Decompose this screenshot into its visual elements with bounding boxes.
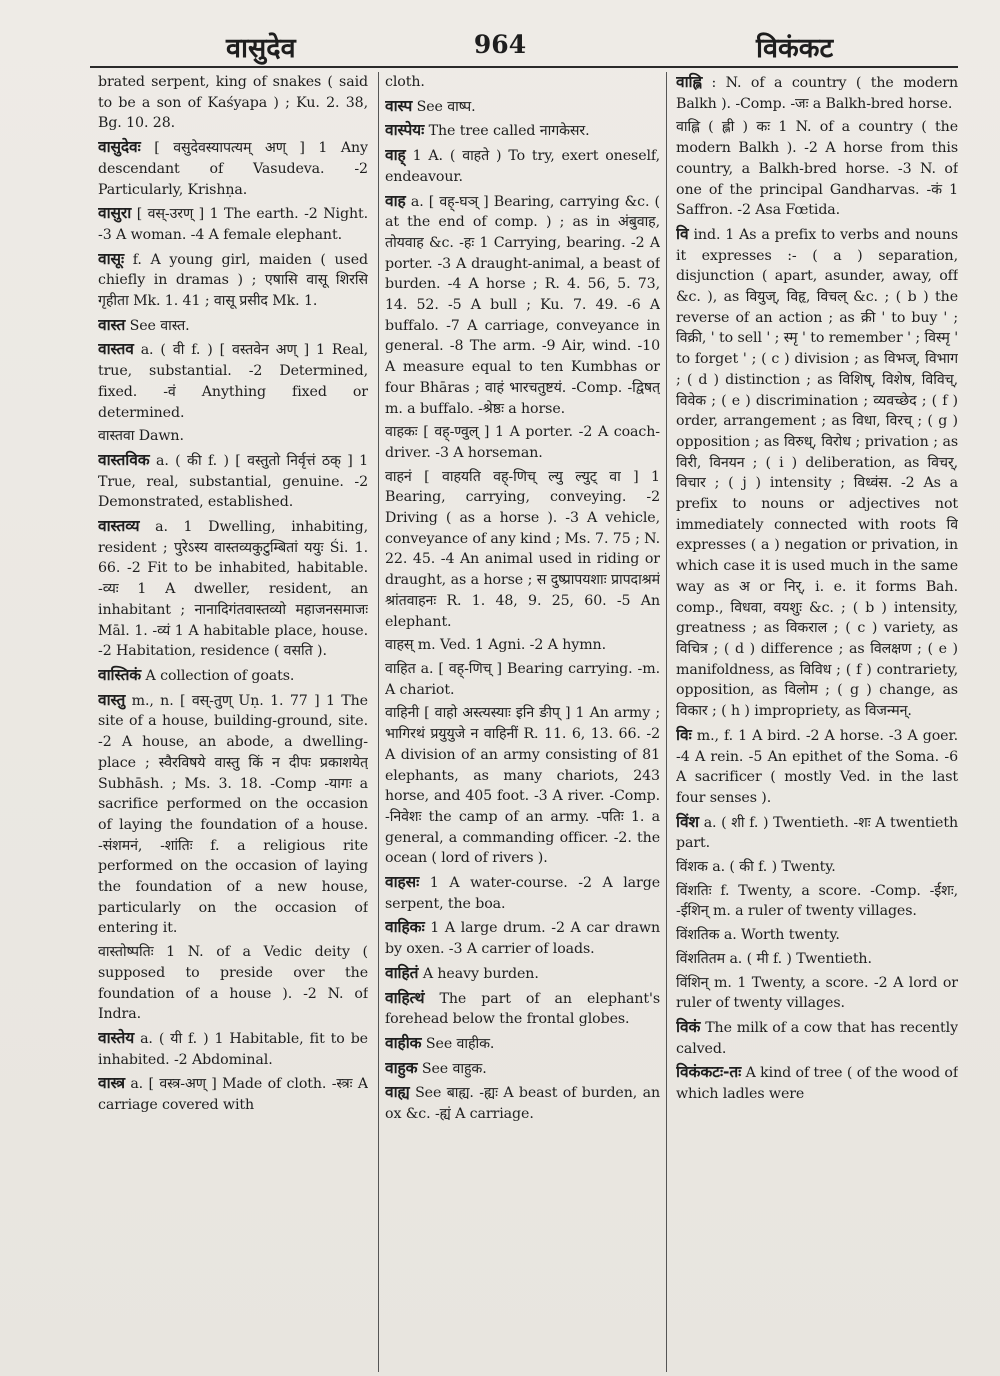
dictionary-entry (98, 665, 368, 687)
entry-definition: See वाहुक. (421, 1060, 487, 1077)
dictionary-entry (385, 96, 660, 118)
entry-headword: वाह्लि (676, 73, 702, 91)
entry-definition: वाहनं [ वाहयति वह्-णिच् ल्यु ल्युट् वा ] 1 Bearing, carrying, conveying. -2 Driving ( as a horse ). -3 A vehicle, conveyance of any kind ; Ms. 7. 75 ; N. 22. 45. -4 An animal used in riding or draught, as a horse ; स दुष्प्रापयशाः प्रापदाश्रमं श्रांतवाहनः R. 1. 48, 9. 25, 60. -5 An elephant. (385, 468, 660, 630)
entry-headword: वासुदेवः (98, 138, 141, 157)
entry-definition: विंशतितम a. ( मी f. ) Twentieth. (676, 950, 872, 967)
entry-definition: a. [ वह्-घञ् ] Bearing, carrying &c. ( at the end of comp. ) ; as in अंबुवाह, तोयवाह &c. -हः 1 Carrying, bearing. -2 A porter. -3 A draught-animal, a beast of burden. -4 A horse ; R. 4. 56, 5. 73, 14. 52. -5 A bull ; Ku. 7. 49. -6 A buffalo. -7 A carriage, conveyance in general. -8 The arm. -9 Air, wind. -10 A measure equal to ten Kumbhas or four Bhāras ; वाहं भारचतुष्टयं. -Comp. -द्विषत् m. a buffalo. -श्रेष्ठः a horse. (385, 193, 660, 417)
entry-definition: a. 1 Dwelling, inhabiting, resident ; पुरेऽस्य वास्तव्यकुटुम्बितां ययुः Śi. 1. 66. -2 Fit to be inhabited, habitable. -व्यः 1 A dweller, resident, an inhabitant ; नानादिगंतवास्तव्यो महाजनसमाजः Māl. 1. -व्यं 1 A habitable place, house. -2 Habitation, residence ( वसति ). (98, 519, 368, 660)
entry-headword: वास्तविक (98, 450, 150, 469)
entry-headword: वाहीक (385, 1033, 422, 1052)
entry-definition: a. ( की f. ) [ वस्तुतो निर्वृत्तं ठक् ] 1 True, real, substantial, genuine. -2 Demonstrated, established. (98, 452, 368, 511)
dictionary-entry (385, 422, 660, 463)
entry-headword: वास्त (98, 315, 126, 334)
entry-definition: See वाष्प. (416, 98, 476, 115)
entry-headword: वास्पेयः (385, 121, 425, 140)
dictionary-entry (676, 857, 958, 878)
entry-headword: विः (676, 725, 692, 744)
dictionary-entry (676, 973, 958, 1014)
dictionary-entry (98, 1073, 368, 1115)
dictionary-entry (676, 1062, 958, 1104)
dictionary-entry (385, 191, 660, 420)
entry-definition: : N. of a country ( the modern Balkh ). -Comp. -जः a Balkh-bred horse. (676, 75, 958, 112)
dictionary-entry (98, 315, 368, 337)
dictionary-entry (385, 145, 660, 187)
dictionary-entry (676, 925, 958, 946)
dictionary-entry (98, 516, 368, 662)
entry-definition: m., n. [ वस्-तुण् Uṇ. 1. 77 ] 1 The site of a house, building-ground, site. -2 A house, an abode, a dwelling-place ; स्वैरविषये वास्तु किं न दीपः प्रकाशयेत् Subhāsh. ; Ms. 3. 18. -Comp -यागः a sacrifice performed on the occasion of laying the foundation of a house. -संशमनं, -शांतिः f. a religious rite performed on the occasion of laying the foundation of a new house, particularly on the occasion of entering it. (98, 692, 368, 937)
dictionary-entry (385, 988, 660, 1030)
entry-definition: 1 A. ( वाहते ) To try, exert oneself, endeavour. (385, 148, 660, 185)
entry-definition: 1 A water-course. -2 A large serpent, the boa. (385, 875, 660, 912)
entry-headword: वास्तु (98, 690, 126, 709)
entry-definition: विंशक a. ( की f. ) Twenty. (676, 859, 836, 876)
entry-definition: The part of an elephant's forehead below the frontal globes. (385, 990, 660, 1028)
dictionary-entry (676, 1017, 958, 1059)
entry-headword: वि (676, 224, 689, 243)
entry-definition: a. ( शी f. ) Twentieth. -शः A twentieth part. (676, 814, 958, 852)
dictionary-entry (676, 224, 958, 722)
running-header (0, 28, 1000, 68)
dictionary-entry (385, 467, 660, 633)
column-left (98, 72, 368, 1372)
dictionary-entry (98, 450, 368, 513)
header-left-guide-word: वासुदेव (226, 33, 296, 64)
dictionary-entry (385, 1058, 660, 1080)
dictionary-entry (385, 963, 660, 985)
entry-headword: वासुरा (98, 204, 132, 223)
entry-definition: वाह्लि ( ह्ली ) कः 1 N. of a country ( the modern Balkh ). -2 A horse from this country, a Balkh-bred horse. -3 N. of one of the principal Gandharvas. -कं 1 Saffron. -2 Asa Fœtida. (676, 119, 958, 219)
header-right-guide-word: विकंकट (756, 33, 834, 64)
entry-definition: brated serpent, king of snakes ( said to be a son of Kaśyapa ) ; Ku. 2. 38, Bg. 10. 28. (98, 74, 368, 132)
entry-headword: वाहसः (385, 873, 420, 892)
entry-definition: वाहकः [ वह्-ण्वुल् ] 1 A porter. -2 A coach-driver. -3 A horseman. (385, 424, 660, 461)
dictionary-entry (385, 1033, 660, 1055)
dictionary-entry (676, 72, 958, 114)
entry-definition: विंशिन् m. 1 Twenty, a score. -2 A lord or ruler of twenty villages. (676, 974, 958, 1012)
entry-headword: वाहितं (385, 963, 419, 982)
entry-definition: विंशतिः f. Twenty, a score. -Comp. -ईशः, -ईशिन् m. a ruler of twenty villages. (676, 882, 958, 920)
entry-headword: वाहित्थं (385, 988, 425, 1007)
entry-headword: वास्तिकं (98, 665, 142, 684)
dictionary-entry (676, 117, 958, 221)
dictionary-entry (98, 249, 368, 312)
dictionary-entry (385, 872, 660, 914)
entry-headword: वास्प (385, 96, 413, 115)
dictionary-entry (385, 703, 660, 869)
dictionary-entry (98, 942, 368, 1025)
dictionary-entry (98, 203, 368, 245)
dictionary-entry (385, 1082, 660, 1124)
entry-definition: वाहित a. [ वह्-णिच् ] Bearing carrying. -m. A chariot. (385, 660, 660, 698)
dictionary-entry (385, 120, 660, 142)
entry-headword: वाह (385, 191, 406, 210)
entry-headword: वास्त्र (98, 1074, 125, 1093)
entry-definition: a. ( वी f. ) [ वस्तवेन अण् ] 1 Real, true, substantial. -2 Determined, fixed. -वं Anything fixed or determined. (98, 342, 368, 421)
entry-headword: वास्तव (98, 340, 134, 359)
column-divider (378, 72, 379, 1372)
dictionary-entry (385, 635, 660, 656)
dictionary-entry (385, 72, 660, 93)
entry-definition: वास्तवा Dawn. (98, 428, 184, 445)
entry-headword: वाहिकः (385, 918, 425, 937)
dictionary-entry (98, 1028, 368, 1070)
entry-definition: A kind of tree ( of the wood of which ladles were (676, 1065, 958, 1103)
entry-definition: 1 A large drum. -2 A car drawn by oxen. -3 A carrier of loads. (385, 920, 660, 958)
dictionary-entry (676, 949, 958, 970)
column-middle (385, 72, 660, 1372)
entry-definition: ind. 1 As a prefix to verbs and nouns it expresses :- ( a ) separation, disjunction ( apart, asunder, away, off &c. ), as वियुज्, विहृ, विचल् &c. ; ( b ) the reverse of an action ; as क्री ' to buy ' ; विक्री, ' to sell ' ; स्मृ ' to remember ' ; विस्मृ ' to forget ' ; ( c ) division ; as विभज्, विभाग ; ( d ) distinction ; as विशिष्, विशेष, विविच्, विवेक ; ( e ) discrimination ; व्यवच्छेद ; ( f ) order, arrangement ; as विधा, विरच् ; ( g ) opposition ; as विरुध्, विरोध ; privation ; as विरी, विनयन ; ( i ) deliberation, as विचर्, विचार ; ( j ) intensity ; विध्वंस. -2 As a prefix to nouns or adjectives not immediately connected with roots वि expresses ( a ) negation or privation, in which case it is used much in the same way as अ or निर्, i. e. it forms Bah. comp., विधवा, वयशुः &c. ; ( b ) intensity, greatness ; as विकराल ; ( c ) variety, as विचित्र ; ( d ) difference ; as विलक्षण ; ( e ) manifoldness, as विविध ; ( f ) contrariety, opposition, as विलोम ; ( g ) change, as विकार ; ( h ) impropriety, as विजन्मन्. (676, 226, 958, 720)
entry-headword: वास्तव्य (98, 517, 140, 536)
column-divider (666, 72, 667, 1372)
entry-headword: वासूः (98, 249, 125, 268)
column-right (676, 72, 958, 1372)
dictionary-entry (676, 812, 958, 854)
dictionary-entry (676, 725, 958, 809)
entry-definition: वाहिनी [ वाहो अस्त्यस्याः इनि ङीप् ] 1 An army ; भागिरथं प्रयुयुजे न वाहिनीं R. 11. 6, 13. 66. -2 A division of an army consisting of 81 elephants, as many chariots, 243 horse, and 405 foot. -3 A river. -Comp. -निवेशः the camp of an army. -पतिः 1. a general, a commanding officer. -2. the ocean ( lord of rivers ). (385, 705, 660, 867)
entry-headword: विंश (676, 812, 699, 831)
entry-definition: [ वसुदेवस्यापत्यम् अण् ] 1 Any descendant of Vasudeva. -2 Particularly, Krishṇa. (98, 140, 368, 198)
entry-definition: See वाहीक. (425, 1035, 495, 1052)
dictionary-entry (98, 72, 368, 134)
entry-definition: a. ( यी f. ) 1 Habitable, fit to be inhabited. -2 Abdominal. (98, 1030, 368, 1068)
entry-headword: विकं (676, 1017, 701, 1036)
entry-headword: वाह्य (385, 1083, 410, 1102)
entry-definition: See वास्त. (129, 317, 190, 334)
dictionary-entry (385, 917, 660, 959)
entry-definition: A heavy burden. (422, 965, 539, 982)
dictionary-entry (98, 426, 368, 447)
dictionary-entry (98, 137, 368, 200)
entry-definition: m., f. 1 A bird. -2 A horse. -3 A goer. -4 A rein. -5 An epithet of the Soma. -6 A sacrificer ( mostly Ved. in the last four senses ). (676, 727, 958, 806)
entry-headword: विकंकटः-तः (676, 1063, 742, 1082)
entry-definition: a. [ वस्त्र-अण् ] Made of cloth. -स्त्रः A carriage covered with (98, 1076, 368, 1114)
entry-definition: The milk of a cow that has recently calved. (676, 1019, 958, 1057)
entry-headword: वास्तेय (98, 1028, 135, 1047)
entry-definition: cloth. (385, 74, 425, 90)
entry-definition: The tree called नागकेसर. (428, 123, 590, 140)
entry-headword: वाह् (385, 146, 406, 165)
entry-definition: A collection of goats. (145, 667, 295, 684)
dictionary-entry (98, 339, 368, 423)
page-number: 964 (473, 30, 527, 59)
entry-definition: वास्तोष्पतिः 1 N. of a Vedic deity ( supposed to preside over the foundation of a house ). -2 N. of Indra. (98, 944, 368, 1023)
entry-definition: [ वस्-उरण् ] 1 The earth. -2 Night. -3 A woman. -4 A female elephant. (98, 206, 368, 243)
entry-headword: वाहुक (385, 1058, 418, 1077)
entry-definition: विंशतिक a. Worth twenty. (676, 927, 840, 944)
entry-definition: वाहस् m. Ved. 1 Agni. -2 A hymn. (385, 637, 607, 654)
header-rule (90, 66, 958, 68)
dictionary-entry (676, 881, 958, 922)
entry-definition: f. A young girl, maiden ( used chiefly in dramas ) ; एषासि वासू शिरसि गृहीता Mk. 1. 41 ; वासू प्रसीद Mk. 1. (98, 251, 368, 310)
entry-definition: See बाह्य. -ह्यः A beast of burden, an ox &c. -ह्यं A carriage. (385, 1085, 660, 1123)
dictionary-entry (385, 659, 660, 700)
dictionary-entry (98, 690, 368, 939)
